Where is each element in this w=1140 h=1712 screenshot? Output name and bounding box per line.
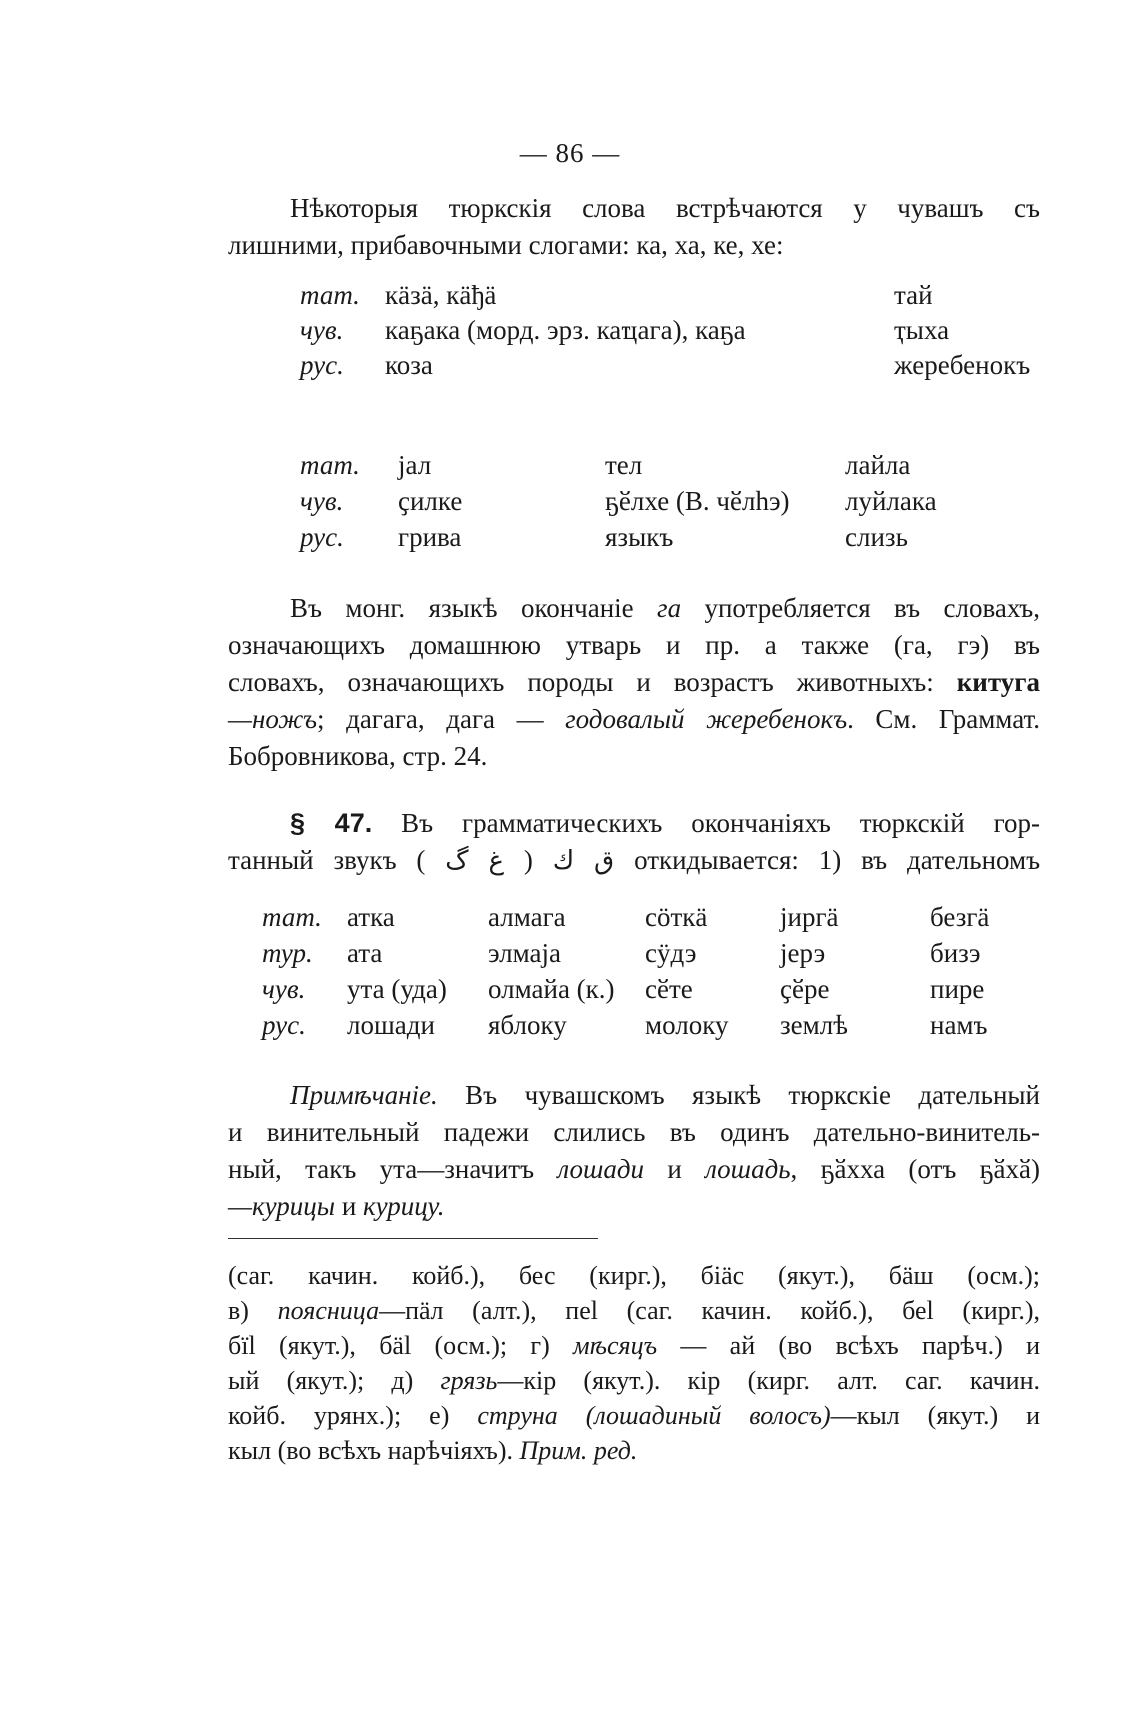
text-run: танный звукъ [228,845,397,875]
text-run: . См. Граммат. [847,704,1040,734]
word-cell: землѣ [780,1010,848,1040]
footnote-line [228,1363,1040,1398]
word-cell: ҫӗре [780,974,830,1004]
text-run: в) [228,1296,278,1325]
language-label: чув. [262,974,306,1004]
paragraph-line [228,701,1040,738]
word-cell: намъ [930,1010,988,1040]
language-label: рус. [300,522,344,552]
text-run: лошадь [705,1154,791,1184]
text-run: , ҕӑхха (отъ ҕӑхӑ) [790,1154,1040,1184]
word-cell: олмайа (к.) [488,974,615,1004]
word-cell: тел [605,450,643,480]
arabic-letter: غ [488,846,504,876]
word-cell: лайла [845,450,911,480]
word-cell: сӧткӓ [645,902,708,932]
text-run: мѣсяцъ [573,1331,658,1360]
word-cell: элмаја [488,938,561,968]
language-label: тур. [262,938,313,968]
arabic-letter: ك [552,846,575,876]
language-label: чув. [300,315,344,345]
text-run: кыл (во всѣхъ нарѣчіяхъ). [228,1436,520,1465]
arabic-letter: ق [594,846,615,876]
word-cell: каҕака (морд. эрз. каҵага), каҕа [385,315,746,345]
text-run: —ножъ [228,704,318,734]
language-label: рус. [300,350,344,380]
word-cell: молоку [645,1010,729,1040]
paragraph-line [228,842,1040,880]
text-run: ) [416,845,426,875]
text-run: и [644,1154,706,1184]
paragraph-line [228,590,1040,627]
word-cell: ата [347,938,383,968]
text-run: ; дагага, дага — [317,704,566,734]
text-run: Прим. ред. [519,1436,638,1465]
word-cell: ҭыха [894,315,950,345]
text-run: откидывается: 1) въ дательномъ [634,845,1041,875]
intro-paragraph [228,190,1040,264]
footnote-divider [228,1238,598,1239]
word-cell: јерэ [780,938,826,968]
word-cell: яблоку [488,1010,567,1040]
paragraph-line [228,664,1040,701]
text-run: годовалый жеребенокъ [565,704,848,734]
word-cell: сӗте [645,974,693,1004]
text-run: поясница [277,1296,380,1325]
paragraph-line [228,1151,1040,1188]
intro-line: лишними, прибавочными слогами: ка, ха, ке, хе: [228,230,784,260]
text-run: бїl (якут.), бӓl (осм.); г) [228,1331,574,1360]
language-label: чув. [300,486,344,516]
arabic-letter: گ [445,846,469,876]
word-cell: јал [398,450,432,480]
section-47-paragraph [228,805,1040,880]
word-cell: ҫилке [398,486,463,516]
text-run: га [657,593,682,623]
word-cell: јиргӓ [780,902,839,932]
word-cell: безгӓ [930,902,990,932]
text-run: — ай (во всѣхъ парѣч.) и [657,1331,1040,1360]
text-run: струна (лошадиный волосъ) [477,1401,831,1430]
text-run: и [335,1191,364,1221]
language-label: тат. [262,902,322,932]
text-run: —пӓл (алт.), пеl (саг. качин. койб.), беl (кирг.), [379,1296,1041,1325]
text-run: Въ чувашскомъ языкѣ тюркскіе дательный [437,1080,1040,1110]
text-run: —кір (якут.). кір (кирг. алт. саг. качин. [497,1366,1040,1395]
text-run: Въ монг. языкѣ окончаніе [290,593,658,623]
word-cell: бизэ [930,938,981,968]
text-run: Въ грамматическихъ окончаніяхъ тюркскій гор- [401,808,1040,838]
footnote-block [228,1258,1040,1468]
page-number: — 86 — [519,138,621,168]
footnote-line [228,1398,1040,1433]
language-label: тат. [300,450,360,480]
paragraph-line: Бобровникова, стр. 24. [228,741,488,771]
word-cell: алмага [488,902,566,932]
text-run: ( [523,845,533,875]
paragraph-line [228,805,1040,842]
text-run: грязь [440,1366,498,1395]
word-cell: ута (уда) [347,974,447,1004]
word-cell: тай [894,280,933,310]
text-run: курицу. [363,1191,445,1221]
word-cell: ҕӗлхе (В. чӗлһэ) [605,486,790,516]
text-run: лошади [557,1154,644,1184]
footnote-line [228,1433,1040,1468]
paragraph-line [228,1188,1040,1225]
mongolian-paragraph [228,590,1040,775]
word-cell: кӓзӓ, кӓђӓ [385,280,497,310]
word-cell: лошади [347,1010,435,1040]
text-run: Примѣчаніе. [290,1080,438,1110]
word-cell: слизь [845,522,908,552]
text-run: —кыл (якут.) и [830,1401,1040,1430]
text-run: ный, такъ ута—значитъ [228,1154,558,1184]
word-cell: коза [385,350,433,380]
text-run: словахъ, означающихъ породы и возрастъ животныхъ: [228,667,957,697]
footnote-line [228,1328,1040,1363]
text-run: койб. урянх.); е) [228,1401,478,1430]
text-run: ый (якут.); д) [228,1366,441,1395]
word-cell: луйлака [845,486,937,516]
paragraph-line: означающихъ домашнюю утварь и пр. а также (га, гэ) въ [228,630,1040,660]
footnote-line [228,1293,1040,1328]
word-cell: языкъ [605,522,674,552]
intro-line: Нѣкоторыя тюркскія слова встрѣчаются у чувашъ съ [290,193,1040,223]
language-label: рус. [262,1010,306,1040]
word-cell: сӱдэ [645,938,697,968]
word-cell: жеребенокъ [894,350,1031,380]
section-number: § 47. [290,808,373,838]
paragraph-line [228,1077,1040,1114]
word-cell: грива [398,522,462,552]
note-paragraph [228,1077,1040,1225]
text-run: китуга [956,667,1040,697]
text-run: употребляется въ словахъ, [681,593,1040,623]
word-cell: атка [347,902,395,932]
text-run: —курицы [228,1191,336,1221]
paragraph-line: и винительный падежи слились въ одинъ дательно-винитель- [228,1117,1040,1147]
word-cell: пире [930,974,985,1004]
footnote-line: (саг. качин. койб.), бес (кирг.), біäс (якут.), бäш (осм.); [228,1261,1040,1290]
language-label: тат. [300,280,360,310]
